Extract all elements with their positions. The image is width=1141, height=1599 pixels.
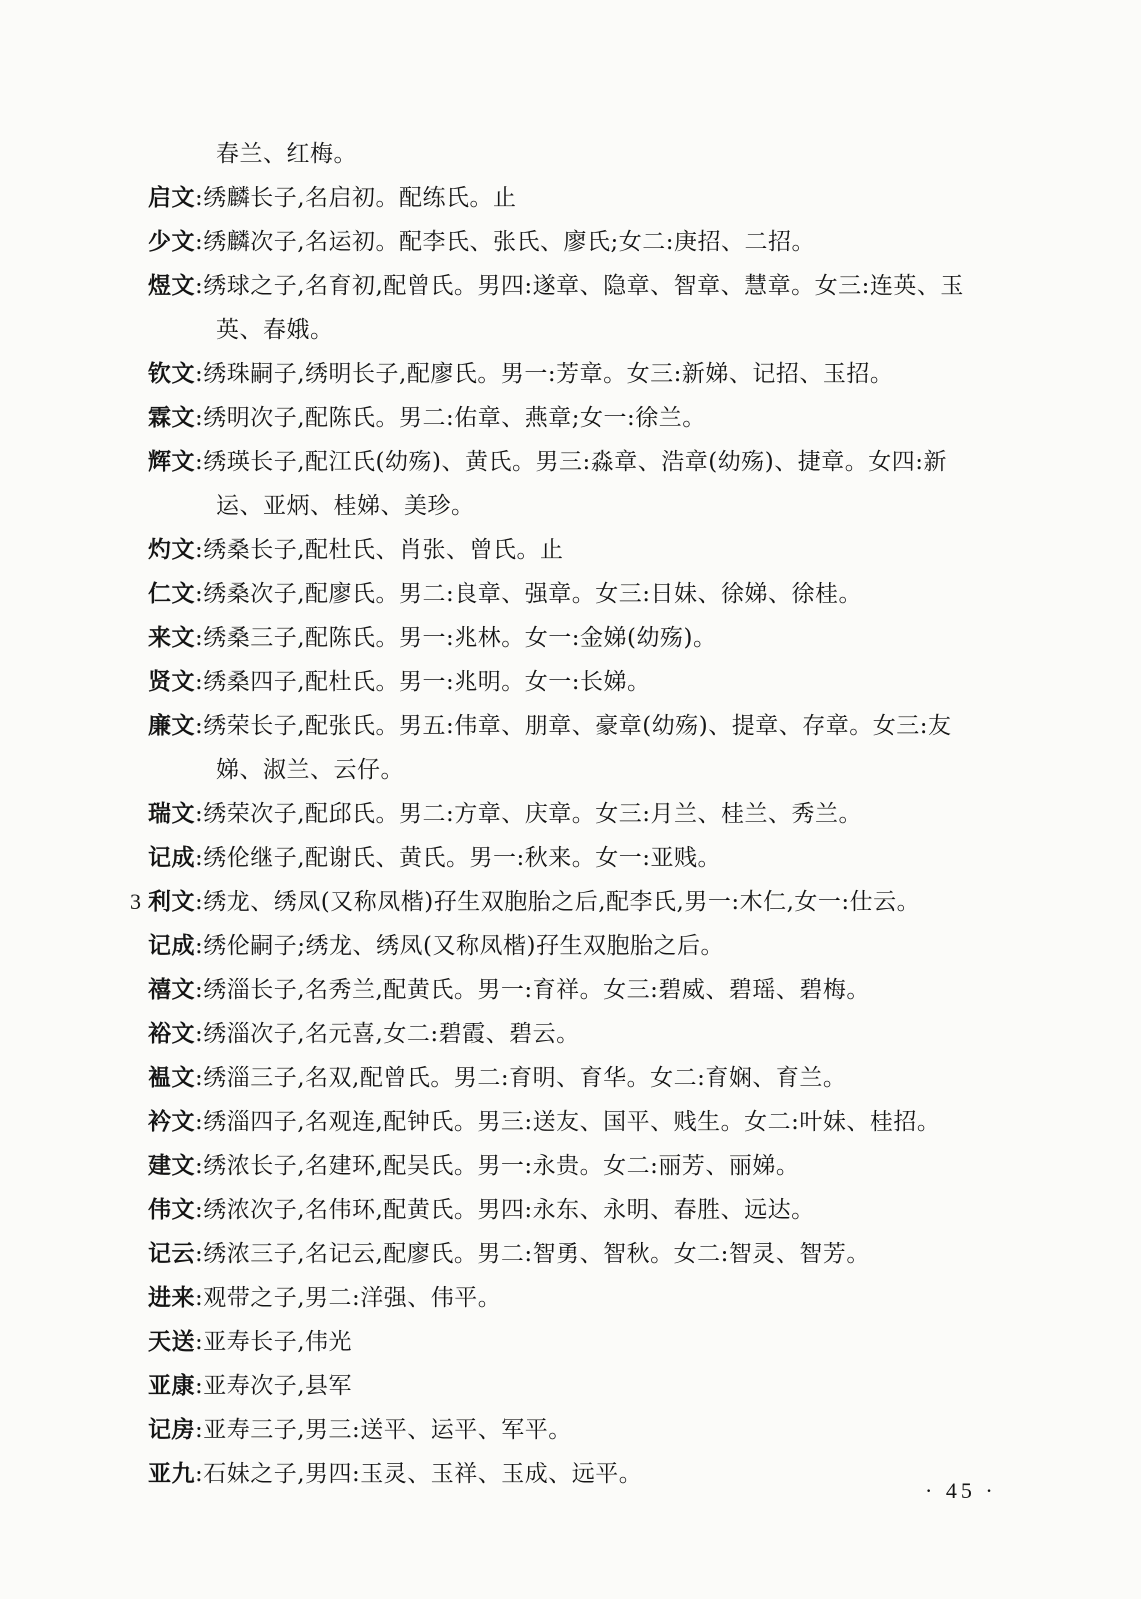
entry-text: 娣、淑兰、云仔。: [216, 757, 404, 783]
entry-text: :绣伦继子,配谢氏、黄氏。男一:秋来。女一:亚贱。: [195, 845, 722, 871]
genealogy-entry: [148, 528, 1028, 572]
entry-text: :绣淄次子,名元喜,女二:碧霞、碧云。: [195, 1021, 580, 1047]
person-name: 煜文: [148, 273, 195, 299]
person-name: 来文: [148, 625, 195, 651]
genealogy-entry: [148, 1452, 1028, 1496]
entry-text: :绣桑四子,配杜氏。男一:兆明。女一:长娣。: [195, 669, 651, 695]
entry-text: :绣桑三子,配陈氏。男一:兆林。女一:金娣(幼殇)。: [195, 625, 717, 651]
person-name: 记房: [148, 1417, 195, 1443]
genealogy-entry: [148, 792, 1028, 836]
person-name: 禧文: [148, 977, 195, 1003]
person-name: 记成: [148, 933, 195, 959]
genealogy-entry: [148, 440, 1028, 484]
genealogy-entry: [148, 220, 1028, 264]
genealogy-entry: [148, 1320, 1028, 1364]
genealogy-entry: [148, 924, 1028, 968]
genealogy-entry: [148, 1100, 1028, 1144]
genealogy-entry: [148, 264, 1028, 308]
entry-text: :绣麟长子,名启初。配练氏。止: [195, 185, 517, 211]
person-name: 钦文: [148, 361, 195, 387]
genealogy-entry: [148, 1276, 1028, 1320]
person-name: 瑞文: [148, 801, 195, 827]
person-name: 仁文: [148, 581, 195, 607]
entry-text: :观带之子,男二:洋强、伟平。: [195, 1285, 502, 1311]
genealogy-entry: [148, 176, 1028, 220]
person-name: 辉文: [148, 449, 195, 475]
genealogy-entries: [130, 132, 1028, 1496]
entry-text: :绣桑长子,配杜氏、肖张、曾氏。止: [195, 537, 564, 563]
entry-text: 英、春娥。: [216, 317, 334, 343]
genealogy-entry: [130, 880, 1028, 924]
person-name: 记成: [148, 845, 195, 871]
person-name: 褞文: [148, 1065, 195, 1091]
entry-text: :绣球之子,名育初,配曾氏。男四:遂章、隐章、智章、慧章。女三:连英、玉: [195, 273, 964, 299]
genealogy-entry: [148, 352, 1028, 396]
genealogy-entry: [148, 616, 1028, 660]
entry-text: :绣淄长子,名秀兰,配黄氏。男一:育祥。女三:碧威、碧瑶、碧梅。: [195, 977, 870, 1003]
person-name: 进来: [148, 1285, 195, 1311]
entry-text: 春兰、红梅。: [216, 141, 357, 167]
entry-text: :绣浓长子,名建环,配吴氏。男一:永贵。女二:丽芳、丽娣。: [195, 1153, 800, 1179]
entry-text: :绣明次子,配陈氏。男二:佑章、燕章;女一:徐兰。: [195, 405, 706, 431]
person-name: 贤文: [148, 669, 195, 695]
entry-text: :绣桑次子,配廖氏。男二:良章、强章。女三:日妹、徐娣、徐桂。: [195, 581, 863, 607]
genealogy-entry: [148, 1188, 1028, 1232]
entry-text: :绣浓三子,名记云,配廖氏。男二:智勇、智秋。女二:智灵、智芳。: [195, 1241, 870, 1267]
entry-continuation: [148, 484, 1028, 528]
genealogy-entry: [148, 836, 1028, 880]
genealogy-entry: [148, 968, 1028, 1012]
entry-text: :绣荣次子,配邱氏。男二:方章、庆章。女三:月兰、桂兰、秀兰。: [195, 801, 863, 827]
person-name: 伟文: [148, 1197, 195, 1223]
entry-text: :石妹之子,男四:玉灵、玉祥、玉成、远平。: [195, 1461, 643, 1487]
entry-text: :亚寿三子,男三:送平、运平、军平。: [195, 1417, 572, 1443]
entry-text: :绣淄四子,名观连,配钟氏。男三:送友、国平、贱生。女二:叶妹、桂招。: [195, 1109, 941, 1135]
person-name: 亚九: [148, 1461, 195, 1487]
entry-text: :绣淄三子,名双,配曾氏。男二:育明、育华。女二:育娴、育兰。: [195, 1065, 847, 1091]
entry-text: :绣龙、绣凤(又称凤楷)孖生双胞胎之后,配李氏,男一:木仁,女一:仕云。: [195, 889, 921, 915]
genealogy-entry: [148, 1232, 1028, 1276]
genealogy-entry: [148, 660, 1028, 704]
person-name: 天送: [148, 1329, 195, 1355]
person-name: 亚康: [148, 1373, 195, 1399]
genealogy-entry: [148, 572, 1028, 616]
genealogy-entry: [148, 1364, 1028, 1408]
entry-continuation: [148, 132, 1028, 176]
person-name: 廉文: [148, 713, 195, 739]
genealogy-entry: [148, 1056, 1028, 1100]
entry-text: :亚寿长子,伟光: [195, 1329, 353, 1355]
entry-text: :绣荣长子,配张氏。男五:伟章、朋章、豪章(幼殇)、提章、存章。女三:友: [195, 713, 952, 739]
person-name: 衿文: [148, 1109, 195, 1135]
entry-text: 运、亚炳、桂娣、美珍。: [216, 493, 475, 519]
genealogy-entry: [148, 1408, 1028, 1452]
person-name: 启文: [148, 185, 195, 211]
line-marker: 3: [130, 889, 142, 914]
person-name: 霖文: [148, 405, 195, 431]
person-name: 裕文: [148, 1021, 195, 1047]
person-name: 利文: [148, 889, 195, 915]
entry-text: :绣瑛长子,配江氏(幼殇)、黄氏。男三:淼章、浩章(幼殇)、捷章。女四:新: [195, 449, 947, 475]
entry-text: :绣珠嗣子,绣明长子,配廖氏。男一:芳章。女三:新娣、记招、玉招。: [195, 361, 894, 387]
person-name: 少文: [148, 229, 195, 255]
entry-text: :绣麟次子,名运初。配李氏、张氏、廖氏;女二:庚招、二招。: [195, 229, 816, 255]
genealogy-entry: [148, 396, 1028, 440]
page-number: · 45 ·: [925, 1478, 997, 1503]
person-name: 记云: [148, 1241, 195, 1267]
person-name: 建文: [148, 1153, 195, 1179]
genealogy-entry: [148, 1144, 1028, 1188]
entry-text: :绣浓次子,名伟环,配黄氏。男四:永东、永明、春胜、远达。: [195, 1197, 815, 1223]
entry-continuation: [148, 308, 1028, 352]
genealogy-entry: [148, 1012, 1028, 1056]
entry-text: :亚寿次子,县军: [195, 1373, 353, 1399]
genealogy-entry: [148, 704, 1028, 748]
entry-text: :绣伦嗣子;绣龙、绣凤(又称凤楷)孖生双胞胎之后。: [195, 933, 724, 959]
person-name: 灼文: [148, 537, 195, 563]
entry-continuation: [148, 748, 1028, 792]
